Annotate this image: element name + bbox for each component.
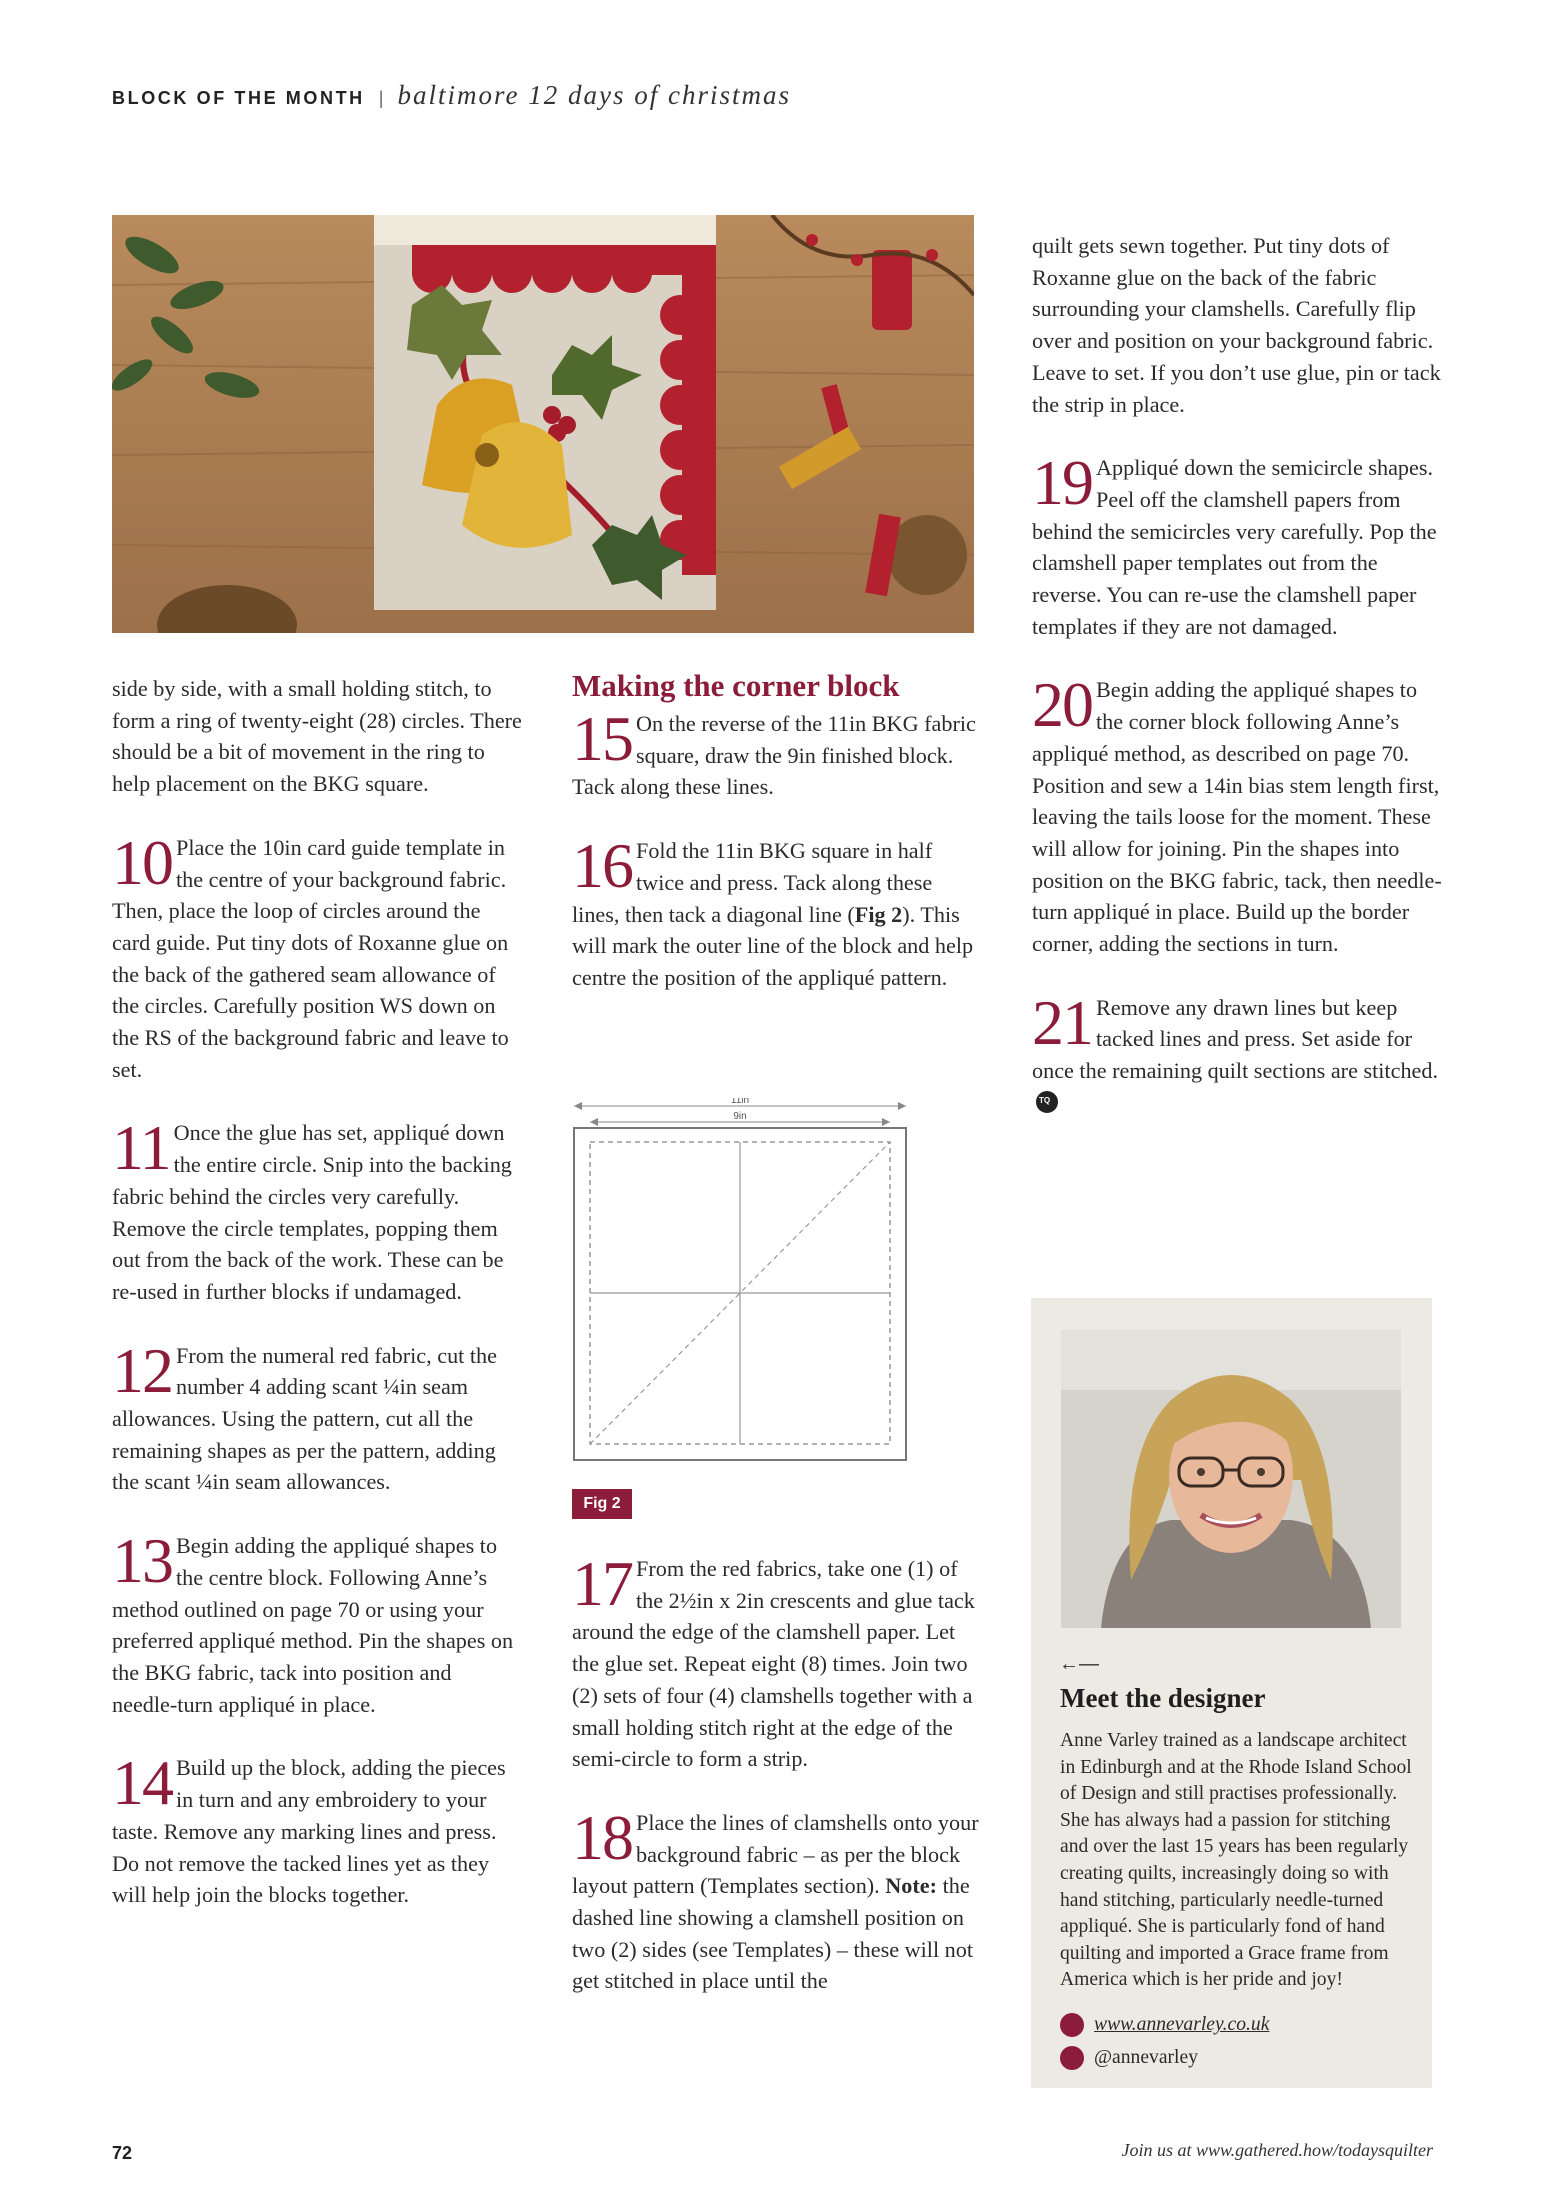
step-number: 16 [572,830,632,902]
arrow-icon: ←— [1059,1653,1099,1675]
step-16 [572,830,982,994]
section-subtitle: baltimore 12 days of christmas [397,80,791,110]
step-14 [112,1747,522,1911]
website-row [1060,2013,1269,2037]
col1-intro: side by side, with a small holding stitch, to form a ring of twenty-eight (28) circles. There should be a bit of movement in the ring to help placement on the BKG square. [112,676,522,797]
step-number: 20 [1032,669,1092,741]
section-label: BLOCK OF THE MONTH [112,88,365,108]
note-label: Note: [885,1873,938,1899]
meet-the-designer-box [1031,1298,1432,2088]
step-21 [1032,986,1442,1119]
website-link[interactable]: www.annevarley.co.uk [1094,2014,1270,2035]
designer-title: Meet the designer [1060,1683,1266,1713]
column-3 [1032,230,1442,1151]
step-text: Place the 10in card guide template in the centre of your background fabric. Then, place the loop of circles around the card guide. Put tiny dots of Roxanne glue on the back of the gathered seam allowance of the circles. Carefully position WS down on the RS of the background fabric and leave to set. [112,834,509,1082]
link-icon [1060,2013,1084,2037]
step-17 [572,1548,982,1775]
quilt-block-photo [112,215,974,633]
step-12 [112,1334,522,1499]
section-heading: Making the corner block [572,668,900,703]
step-text: Begin adding the appliqué shapes to the corner block following Anne’s appliqué method, as described on page 70. Position and sew a 14in bias stem length first, leaving the tails loose for the moment. These will allow for joining. Pin the shapes into position on the BKG fabric, tack, then needle-turn appliqué in place. Build up the border corner, adding the sections in turn. [1032,677,1442,957]
step-18 [572,1801,982,1997]
step-text: From the numeral red fabric, cut the number 4 adding scant ¼in seam allowances. Using the pattern, cut all the remaining shapes as per the pattern, adding the scant ¼in seam allowances. [112,1342,497,1495]
step-text: Remove any drawn lines but keep tacked lines and press. Set aside for once the remaining quilt sections are stitched. [1032,994,1439,1084]
step-number: 14 [112,1747,172,1819]
inner-dimension-label: 9in [733,1111,747,1122]
step-11 [112,1112,522,1307]
step-text: On the reverse of the 11in BKG fabric square, draw the 9in finished block. Tack along these lines. [572,711,976,800]
step-text: Appliqué down the semicircle shapes. Peel off the clamshell papers from behind the semicircles very carefully. Pop the clamshell paper templates out from the reverse. You can re-use the clamshell paper templates if they are not damaged. [1032,455,1437,639]
column-2 [572,668,982,1026]
fig-2-diagram [568,1098,916,1464]
step-text: Fold the 11in BKG square in half twice and press. Tack along these lines, then tack a diagonal line ( [572,838,933,927]
designer-bio: Anne Varley trained as a landscape architect in Edinburgh and at the Rhode Island School of Design and still practises professionally. She has always had a passion for stitching and over the last 15 years has been regularly creating quilts, increasingly doing so with hand stitching, particularly needle-turned appliqué. She is particularly fond of hand quilting and imported a Grace frame from America which is her pride and joy! [1060,1730,1412,1991]
step-number: 10 [112,826,172,898]
figure-caption: Fig 2 [572,1489,632,1519]
instagram-icon [1060,2046,1084,2070]
designer-portrait [1061,1330,1401,1628]
column-1 [112,673,522,1943]
step-text-cont: the dashed line showing a clamshell position on two (2) sides (see Templates) – these will not get stitched in place until the [572,1873,974,1994]
page-number: 72 [112,2143,133,2163]
step-text: Build up the block, adding the pieces in turn and any embroidery to your taste. Remove any marking lines and press. Do not remove the tacked lines yet as they will help join the blocks together. [112,1755,506,1908]
step-10 [112,826,522,1086]
step-number: 17 [572,1548,632,1619]
designer-photo [1061,1330,1401,1628]
step-text: From the red fabrics, take one (1) of the 2½in x 2in crescents and glue tack around the edge of the clamshell paper. Let the glue set. Repeat eight (8) times. Join two (2) sets of four (4) clamshells together with a small holding stitch right at the edge of the semi-circle to form a strip. [572,1556,975,1772]
outer-dimension-label: 11in [730,1098,750,1106]
quilt-block-illustration [112,215,974,633]
end-mark-icon [1036,1091,1058,1113]
page-header [112,80,791,111]
step-number: 13 [112,1525,172,1597]
step-number: 19 [1032,447,1092,519]
step-15 [572,703,982,803]
step-number: 12 [112,1334,172,1406]
step-text: Begin adding the appliqué shapes to the centre block. Following Anne’s method outlined on page 70 or using your preferred appliqué method. Pin the shapes on the BKG fabric, tack into position and needle-turn appliqué in place. [112,1533,514,1717]
step-text-cont: ). This will mark the outer line of the block and help centre the position of the appliqué pattern. [572,901,974,990]
step-text: Place the lines of clamshells onto your background fabric – as per the block layout pattern (Templates section). [572,1809,979,1899]
col3-intro: quilt gets sewn together. Put tiny dots of Roxanne glue on the back of the fabric surrounding your clamshells. Carefully flip over and position on your background fabric. Leave to set. If you don’t use glue, pin or tack the strip in place. [1032,233,1441,417]
footer-join-text: Join us at www.gathered.how/todaysquilter [1121,2140,1433,2160]
step-number: 18 [572,1801,632,1873]
fold-lines-diagram [568,1098,916,1464]
step-20 [1032,669,1442,959]
step-number: 11 [112,1112,170,1184]
step-number: 21 [1032,986,1092,1058]
step-number: 15 [572,703,632,774]
step-19 [1032,447,1442,642]
instagram-row [1060,2046,1198,2070]
column-2-lower [572,1548,982,2029]
figure-reference: Fig 2 [854,901,903,927]
step-13 [112,1525,522,1720]
header-separator: | [378,88,384,108]
instagram-handle[interactable]: @annevarley [1094,2047,1198,2068]
step-text: Once the glue has set, appliqué down the entire circle. Snip into the backing fabric behind the circles very carefully. Remove the circle templates, popping them out from the back of the work. These can be re-used in further blocks if undamaged. [112,1120,512,1304]
